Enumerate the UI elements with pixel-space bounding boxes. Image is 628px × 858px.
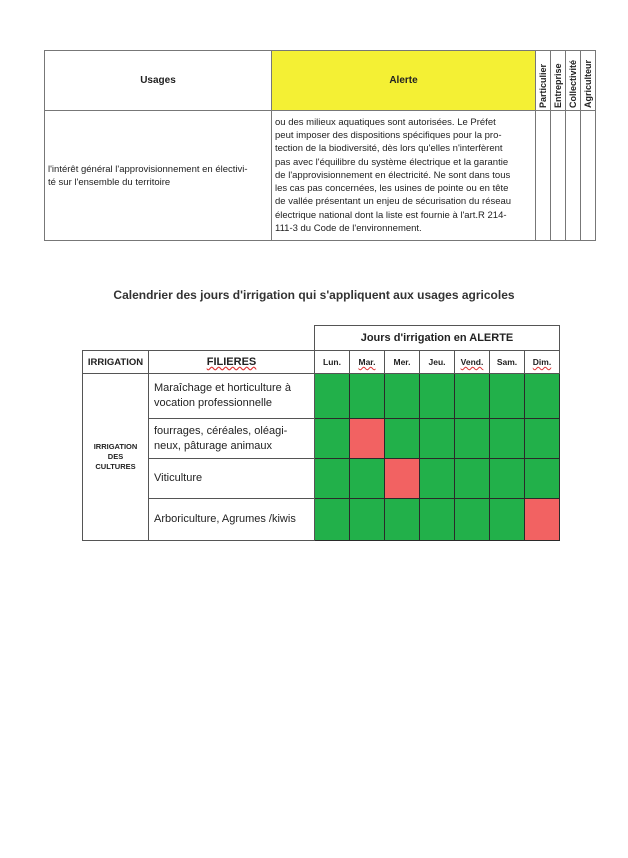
day-cell-allowed [315,374,350,419]
day-cell-allowed [350,499,385,541]
filiere-line: Viticulture [154,472,203,484]
category-particulier: Particulier [538,63,548,108]
filiere-line: vocation professionnelle [154,397,273,409]
header-filieres: FILIERES [149,351,315,374]
day-header-dim: Dim. [525,351,560,374]
filiere-maraichage [149,374,315,419]
day-cell-allowed [525,459,560,499]
alerte-line: les cas pas concernées, les usines de pointe ou en tête [275,183,509,195]
header-jours: Jours d'irrigation en ALERTE [315,326,560,351]
table-row [83,374,560,419]
alerte-line: de l'approvisionnement en électricité. Ne sont dans tous [275,169,511,181]
usages-alerte-table [44,50,596,241]
category-cell [536,111,551,241]
category-entreprise: Entreprise [553,63,563,108]
alerte-line: de vallée présentant un enjeu de sécurisation du réseau [275,196,512,208]
group-label-irrigation-des-cultures [83,374,149,541]
day-cell-allowed [385,374,420,419]
header-irrigation: IRRIGATION [83,351,149,374]
day-cell-allowed [420,459,455,499]
alerte-cell [272,111,536,241]
filiere-line: Arboriculture, Agrumes /kiwis [154,513,296,525]
irrigation-calendar-table [82,325,560,541]
day-cell-allowed [315,419,350,459]
alerte-line: 111-3 du Code de l'environnement. [275,222,422,234]
category-header [566,51,581,111]
day-cell-allowed [455,374,490,419]
category-agriculteur: Agriculteur [583,59,593,108]
day-header-vend: Vend. [455,351,490,374]
day-cell-allowed [455,499,490,541]
day-cell-allowed [385,499,420,541]
day-cell-allowed [420,374,455,419]
header-usages: Usages [45,51,272,111]
calendar-title: Calendrier des jours d'irrigation qui s'appliquent aux usages agricoles [113,288,515,302]
alerte-line: peut imposer des dispositions spécifiques pour la pro- [275,130,502,142]
day-cell-allowed [490,374,525,419]
day-cell-allowed [455,419,490,459]
group-label-line: IRRIGATION [93,442,138,451]
table-row [83,419,560,459]
table-row [83,499,560,541]
usage-cell [45,111,272,241]
day-header-lun: Lun. [315,351,350,374]
usage-line: l'intérêt général l'approvisionnement en électivi- [48,163,248,175]
blank-corner [83,326,315,351]
filiere-line: fourrages, céréales, oléagi- [154,424,288,437]
category-cell [581,111,596,241]
alerte-line: électrique national dont la liste est fournie à l'art.R 214- [275,209,507,221]
table-row [83,459,560,499]
day-cell-allowed [525,374,560,419]
day-header-mar: Mar. [350,351,385,374]
day-header-jeu: Jeu. [420,351,455,374]
alerte-line: ou des milieux aquatiques sont autorisées. Le Préfet [275,117,496,129]
alerte-line: tection de la biodiversité, dès lors qu'elles n'interfèrent [275,143,503,155]
day-cell-restricted [525,499,560,541]
day-cell-allowed [350,374,385,419]
day-cell-allowed [490,419,525,459]
category-header [551,51,566,111]
day-cell-allowed [385,419,420,459]
day-cell-allowed [420,499,455,541]
group-label-line: DES [107,452,124,461]
day-cell-allowed [455,459,490,499]
category-header [581,51,596,111]
usage-line: té sur l'ensemble du territoire [48,176,171,188]
filiere-line: Maraîchage et horticulture à [154,382,291,394]
day-cell-allowed [490,459,525,499]
day-header-sam: Sam. [490,351,525,374]
group-label-line: CULTURES [95,462,136,471]
category-cell [551,111,566,241]
alerte-line: pas avec l'équilibre du système électrique et la garantie [275,156,509,168]
day-header-mer: Mer. [385,351,420,374]
category-collectivite: Collectivité [568,59,578,108]
day-cell-allowed [420,419,455,459]
header-alerte: Alerte [272,51,536,111]
category-header [536,51,551,111]
filiere-viticulture [149,459,315,499]
day-cell-allowed [315,499,350,541]
day-cell-allowed [525,419,560,459]
category-cell [566,111,581,241]
day-cell-restricted [385,459,420,499]
day-cell-allowed [490,499,525,541]
day-cell-allowed [350,459,385,499]
filiere-line: neux, pâturage animaux [154,439,273,452]
day-cell-restricted [350,419,385,459]
filiere-fourrages [149,419,315,459]
filiere-arboriculture [149,499,315,541]
day-cell-allowed [315,459,350,499]
